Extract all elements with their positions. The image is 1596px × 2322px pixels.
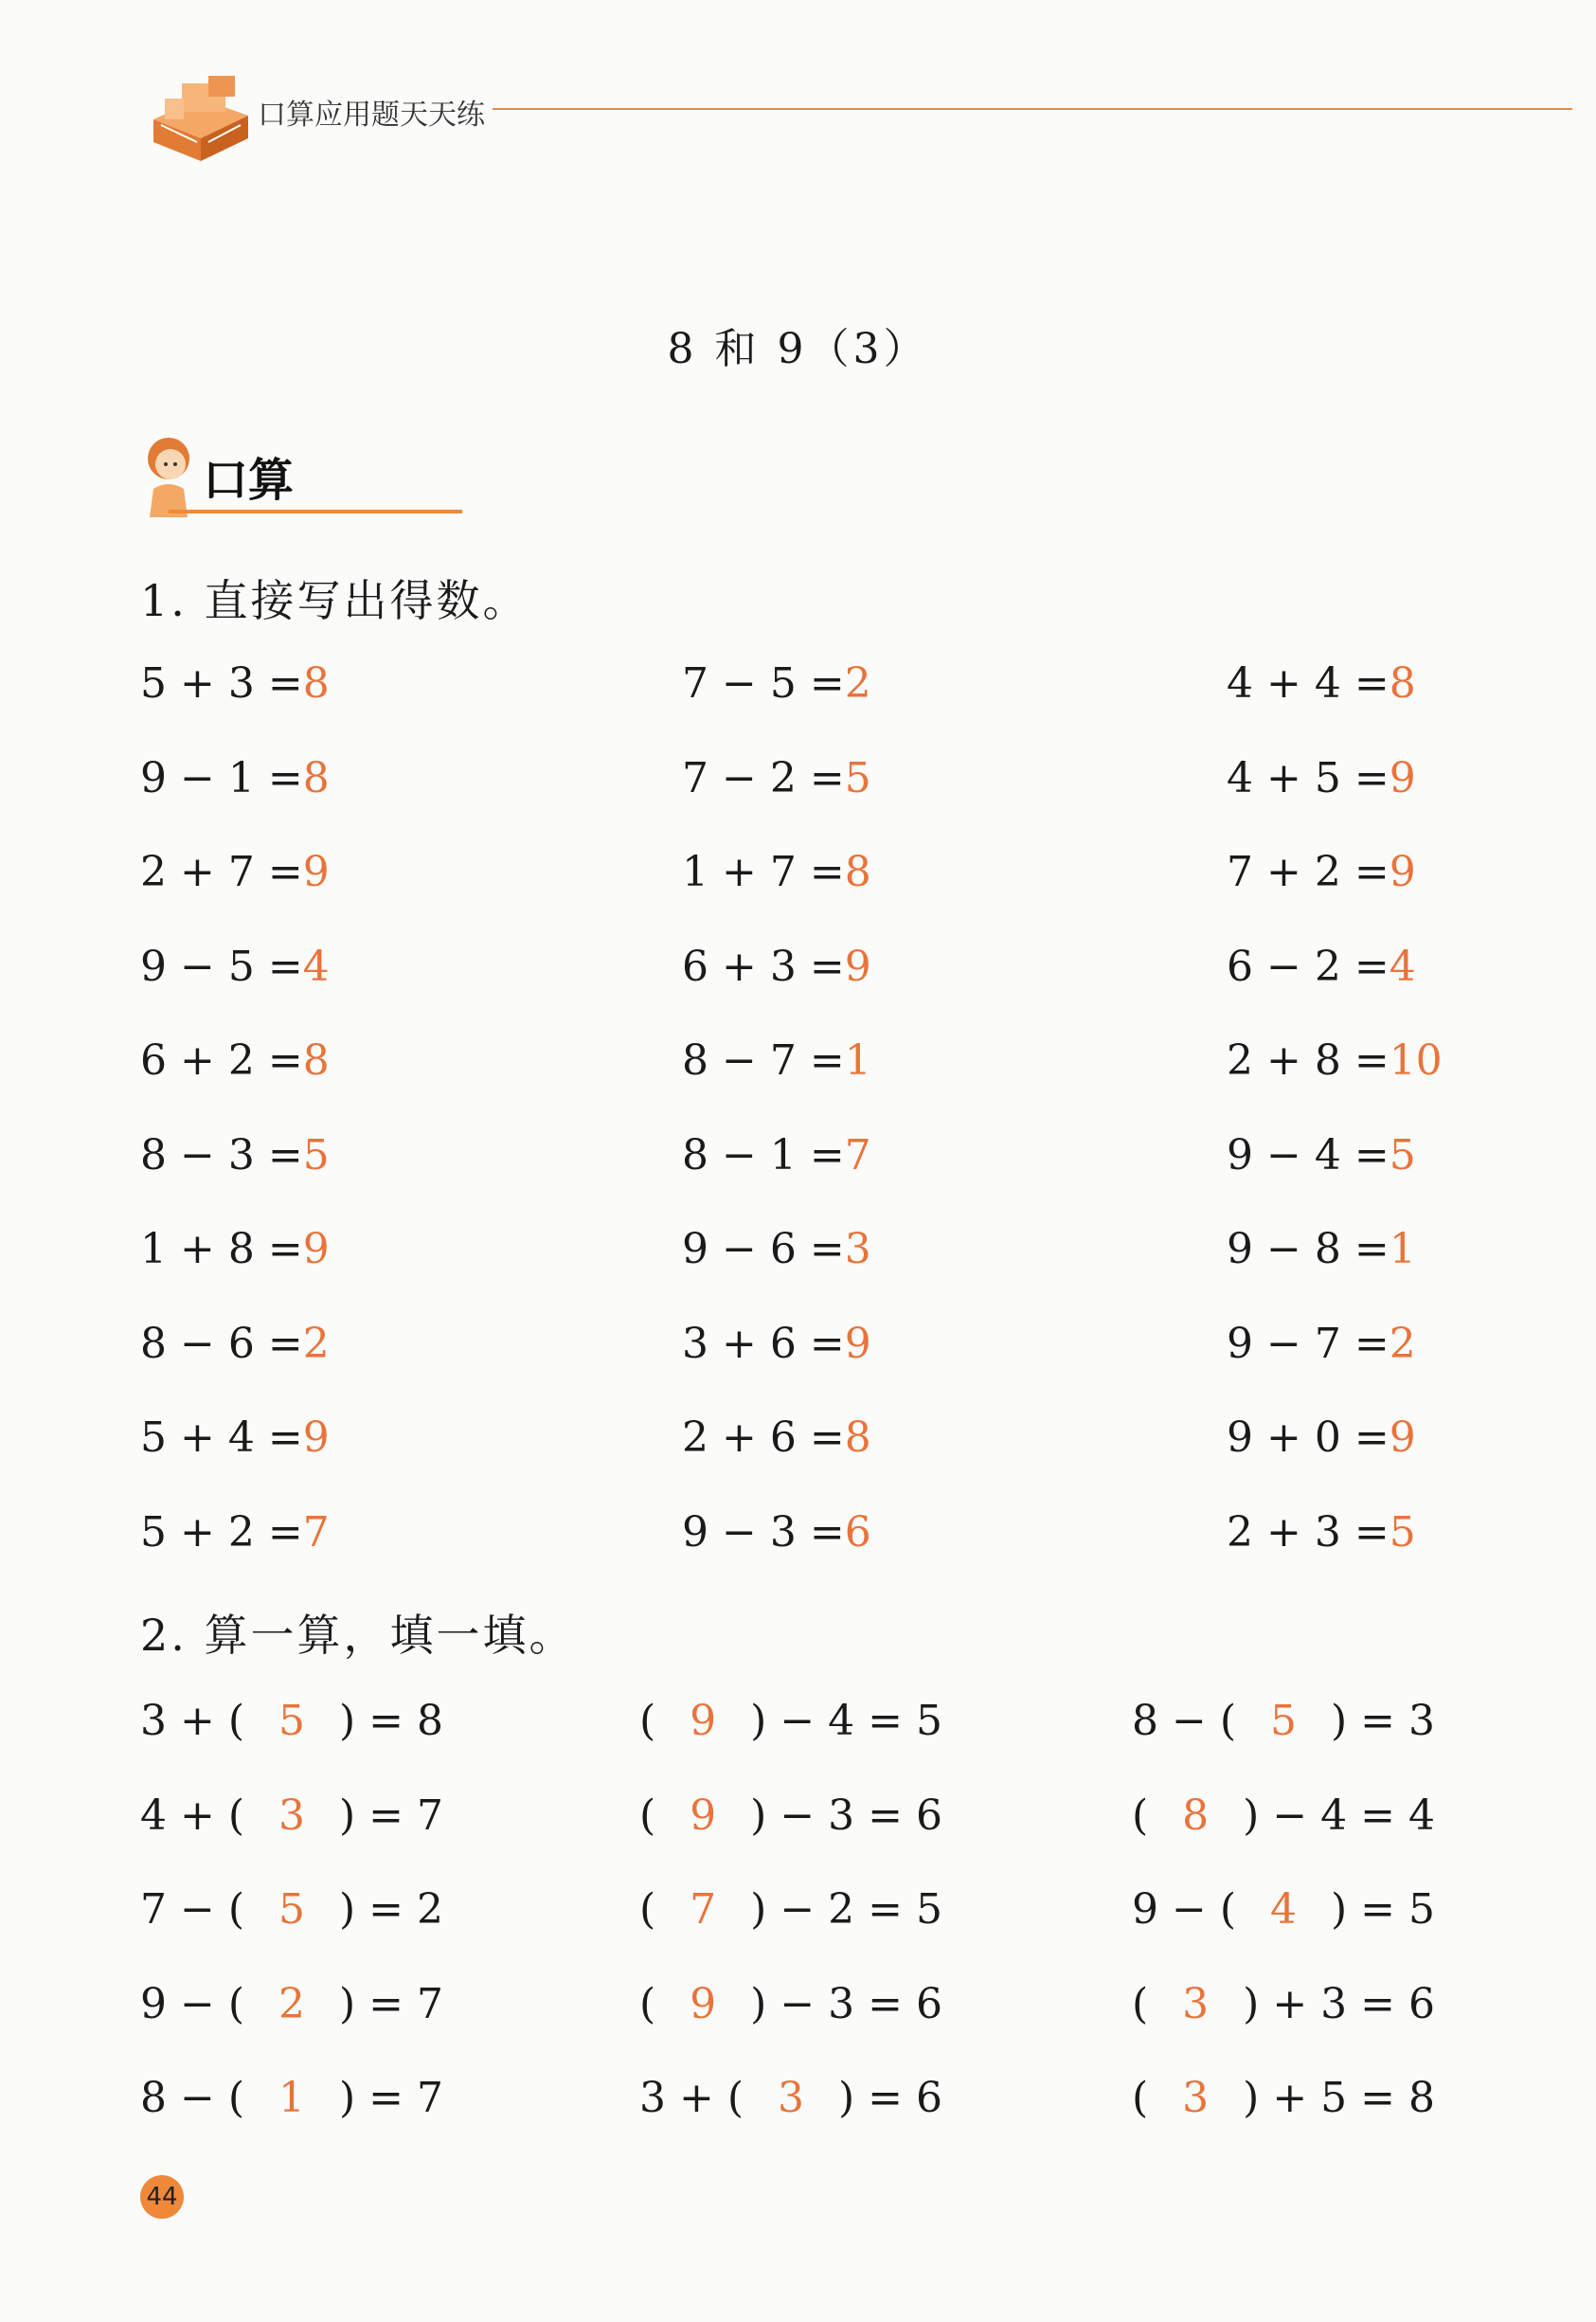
equation-expression: 6 + 2 = — [140, 1036, 303, 1085]
fill-in-equation — [140, 1697, 443, 1745]
section-underline — [169, 510, 462, 513]
equation-prefix: ( — [639, 1885, 656, 1934]
equation-expression: 9 − 3 = — [682, 1507, 845, 1557]
equation-expression: 9 − 8 = — [1227, 1225, 1390, 1273]
equation-expression: 9 − 4 = — [1227, 1130, 1390, 1179]
equation-prefix: ( — [639, 1791, 656, 1840]
equation-expression: 3 + 6 = — [682, 1319, 845, 1368]
fill-in-answer[interactable]: 2 — [278, 1979, 305, 2028]
equation — [1227, 1225, 1416, 1273]
equation — [1227, 1036, 1443, 1085]
child-avatar-icon — [140, 436, 199, 519]
equation — [682, 848, 871, 896]
fill-in-equation — [639, 1885, 943, 1934]
equation-expression: 7 + 2 = — [1227, 848, 1390, 896]
equation-suffix: ) = 7 — [339, 1979, 443, 2028]
equation-suffix: ) − 4 = 4 — [1243, 1791, 1436, 1840]
equation-answer[interactable]: 8 — [302, 659, 330, 708]
equation-expression: 2 + 7 = — [140, 848, 303, 896]
equation — [682, 1413, 871, 1462]
fill-in-equation — [140, 2074, 443, 2122]
book-title: 口算应用题天天练 — [258, 99, 485, 132]
equation-prefix: ( — [1132, 1979, 1149, 2028]
fill-in-answer[interactable]: 5 — [1270, 1697, 1297, 1745]
equation-answer[interactable]: 2 — [302, 1319, 330, 1368]
fill-in-equation — [639, 1791, 943, 1840]
fill-in-answer[interactable]: 9 — [690, 1791, 717, 1840]
fill-in-equation — [1132, 1885, 1435, 1934]
equation — [682, 1225, 871, 1273]
equation — [1227, 753, 1416, 802]
equation-prefix: 4 + ( — [140, 1791, 244, 1840]
equation — [140, 659, 330, 708]
equation — [140, 1319, 330, 1368]
equation-answer[interactable]: 1 — [844, 1036, 871, 1085]
equation — [682, 1036, 871, 1085]
fill-in-answer[interactable]: 5 — [278, 1885, 305, 1934]
equation-suffix: ) − 3 = 6 — [750, 1791, 943, 1840]
equation-expression: 9 − 1 = — [140, 753, 303, 802]
equation-expression: 9 − 6 = — [682, 1225, 845, 1273]
equation — [140, 1036, 330, 1085]
equation-expression: 8 − 7 = — [682, 1036, 845, 1085]
equation-answer[interactable]: 9 — [302, 1225, 330, 1273]
equation — [682, 1130, 871, 1179]
equation — [1227, 1413, 1416, 1462]
equation-answer[interactable]: 5 — [1389, 1130, 1416, 1179]
equation-expression: 5 + 3 = — [140, 659, 303, 708]
fill-in-equation — [639, 1979, 943, 2028]
fill-in-answer[interactable]: 1 — [278, 2074, 305, 2122]
equation-suffix: ) − 4 = 5 — [750, 1697, 943, 1745]
equation-suffix: ) − 3 = 6 — [750, 1979, 943, 2028]
equation-answer[interactable]: 9 — [844, 1319, 871, 1368]
equation-answer[interactable]: 1 — [1389, 1225, 1416, 1273]
equation-expression: 2 + 3 = — [1227, 1507, 1390, 1557]
equation-expression: 8 − 6 = — [140, 1319, 303, 1368]
equation — [682, 1507, 871, 1557]
equation — [682, 659, 871, 708]
equation-answer[interactable]: 4 — [302, 942, 330, 991]
fill-in-equation — [1132, 1791, 1436, 1840]
equation-expression: 7 − 2 = — [682, 753, 845, 802]
fill-in-answer[interactable]: 9 — [690, 1979, 717, 2028]
question-1-title: 1. 直接写出得数。 — [140, 575, 529, 626]
equation-expression: 5 + 2 = — [140, 1507, 303, 1557]
equation-expression: 9 − 7 = — [1227, 1319, 1390, 1368]
fill-in-answer[interactable]: 3 — [1182, 1979, 1210, 2028]
equation-expression: 5 + 4 = — [140, 1413, 303, 1462]
equation-answer[interactable]: 8 — [844, 848, 871, 896]
equation-prefix: 9 − ( — [140, 1979, 244, 2028]
fill-in-answer[interactable]: 7 — [690, 1885, 717, 1934]
lesson-title: 8 和 9（3） — [667, 325, 929, 373]
equation-prefix: ( — [1132, 1791, 1149, 1840]
fill-in-answer[interactable]: 3 — [1182, 2074, 1210, 2122]
equation — [682, 753, 871, 802]
equation-answer[interactable]: 9 — [302, 848, 330, 896]
equation-expression: 8 − 3 = — [140, 1130, 303, 1179]
equation — [682, 1319, 871, 1368]
equation-answer[interactable]: 8 — [302, 753, 330, 802]
fill-in-equation — [639, 1697, 943, 1745]
equation-answer[interactable]: 5 — [844, 753, 871, 802]
fill-in-equation — [140, 1979, 443, 2028]
equation-suffix: ) = 7 — [339, 2074, 443, 2122]
equation — [1227, 848, 1416, 896]
equation — [1227, 1507, 1416, 1557]
equation — [140, 1413, 330, 1462]
fill-in-equation — [140, 1791, 443, 1840]
equation-answer[interactable]: 8 — [1389, 659, 1416, 708]
equation-answer[interactable]: 2 — [1389, 1319, 1416, 1368]
equation-expression: 6 − 2 = — [1227, 942, 1390, 991]
equation-expression: 7 − 5 = — [682, 659, 845, 708]
fill-in-equation — [140, 1885, 443, 1934]
equation-prefix: 9 − ( — [1132, 1885, 1236, 1934]
equation-answer[interactable]: 10 — [1389, 1036, 1443, 1085]
equation-expression: 2 + 8 = — [1227, 1036, 1390, 1085]
fill-in-answer[interactable]: 8 — [1182, 1791, 1210, 1840]
equation-prefix: ( — [639, 1697, 656, 1745]
fill-in-equation — [1132, 2074, 1436, 2122]
equation — [140, 942, 330, 991]
equation-expression: 1 + 7 = — [682, 848, 845, 896]
equation-answer[interactable]: 6 — [844, 1507, 871, 1557]
equation-expression: 8 − 1 = — [682, 1130, 845, 1179]
header-rule — [493, 108, 1572, 110]
equation-prefix: 3 + ( — [639, 2074, 744, 2122]
equation-suffix: ) + 3 = 6 — [1243, 1979, 1436, 2028]
equation-prefix: 3 + ( — [140, 1697, 244, 1745]
equation-answer[interactable]: 4 — [1389, 942, 1416, 991]
equation — [682, 942, 871, 991]
fill-in-answer[interactable]: 9 — [690, 1697, 717, 1745]
equation-prefix: 8 − ( — [1132, 1697, 1236, 1745]
equation-suffix: ) = 5 — [1331, 1885, 1435, 1934]
equation-answer[interactable]: 9 — [1389, 753, 1416, 802]
equation — [1227, 1319, 1416, 1368]
section-label: 口算 — [203, 454, 295, 507]
equation-suffix: ) = 6 — [838, 2074, 942, 2122]
page-number: 44 — [140, 2175, 184, 2219]
equation-suffix: ) + 5 = 8 — [1243, 2074, 1436, 2122]
equation-suffix: ) = 7 — [339, 1791, 443, 1840]
equation — [140, 753, 330, 802]
equation-answer[interactable]: 9 — [1389, 848, 1416, 896]
fill-in-equation — [1132, 1697, 1435, 1745]
equation-answer[interactable]: 5 — [1389, 1507, 1416, 1557]
equation-answer[interactable]: 9 — [1389, 1413, 1416, 1462]
equation-answer[interactable]: 7 — [302, 1507, 330, 1557]
equation-answer[interactable]: 5 — [302, 1130, 330, 1179]
equation-expression: 6 + 3 = — [682, 942, 845, 991]
equation-expression: 9 − 5 = — [140, 942, 303, 991]
equation-answer[interactable]: 3 — [844, 1225, 871, 1273]
fill-in-answer[interactable]: 3 — [278, 1791, 305, 1840]
equation — [1227, 942, 1416, 991]
section-heading — [140, 436, 330, 521]
equation-answer[interactable]: 2 — [844, 659, 871, 708]
equation-expression: 2 + 6 = — [682, 1413, 845, 1462]
equation — [1227, 1130, 1416, 1179]
equation — [140, 848, 330, 896]
fill-in-answer[interactable]: 3 — [778, 2074, 804, 2122]
fill-in-answer[interactable]: 4 — [1270, 1885, 1297, 1934]
building-blocks-logo — [142, 70, 265, 165]
equation-answer[interactable]: 8 — [844, 1413, 871, 1462]
equation-suffix: ) = 3 — [1331, 1697, 1435, 1745]
question-2-title: 2. 算一算，填一填。 — [140, 1610, 576, 1661]
equation — [140, 1225, 330, 1273]
equation-expression: 1 + 8 = — [140, 1225, 303, 1273]
equation-answer[interactable]: 9 — [844, 942, 871, 991]
equation-suffix: ) = 2 — [339, 1885, 443, 1934]
equation — [140, 1130, 330, 1179]
fill-in-equation — [1132, 1979, 1436, 2028]
page-header — [133, 66, 1572, 171]
fill-in-answer[interactable]: 5 — [278, 1697, 305, 1745]
equation-answer[interactable]: 8 — [302, 1036, 330, 1085]
equation-prefix: ( — [1132, 2074, 1149, 2122]
equation-suffix: ) = 8 — [339, 1697, 443, 1745]
equation-expression: 4 + 5 = — [1227, 753, 1390, 802]
equation-prefix: 7 − ( — [140, 1885, 244, 1934]
equation — [140, 1507, 330, 1557]
equation-expression: 4 + 4 = — [1227, 659, 1390, 708]
fill-in-equation — [639, 2074, 942, 2122]
equation-expression: 9 + 0 = — [1227, 1413, 1390, 1462]
equation-prefix: 8 − ( — [140, 2074, 244, 2122]
equation-answer[interactable]: 7 — [844, 1130, 871, 1179]
equation — [1227, 659, 1416, 708]
equation-prefix: ( — [639, 1979, 656, 2028]
equation-answer[interactable]: 9 — [302, 1413, 330, 1462]
equation-suffix: ) − 2 = 5 — [750, 1885, 943, 1934]
